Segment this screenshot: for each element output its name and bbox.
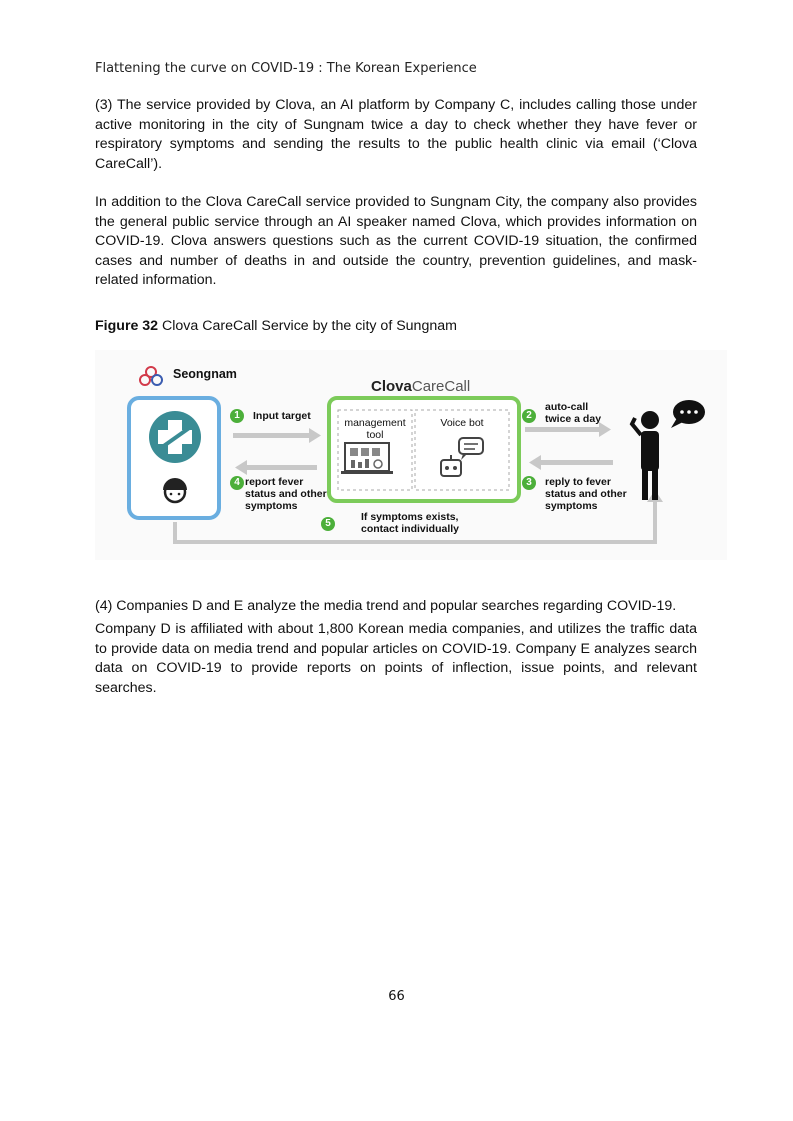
seongnam-label: Seongnam (173, 367, 237, 381)
step3-label (545, 476, 627, 512)
step2-label (545, 401, 601, 425)
management-label-line2: tool (366, 429, 384, 441)
step5-label (361, 511, 459, 535)
step4-line1: report fever (245, 476, 304, 488)
step2-line1: auto-call (545, 401, 589, 413)
step5-line2: contact individually (361, 523, 460, 535)
monitor-icon (341, 443, 393, 474)
management-label-line1: management (344, 417, 406, 429)
figure-caption-label: Figure 32 (95, 318, 159, 334)
public-health-icon (149, 411, 201, 463)
step5-badge: 5 (321, 517, 335, 531)
running-header: Flattening the curve on COVID-19 : The Korean Experience (95, 61, 477, 76)
step2-line2: twice a day (545, 413, 602, 425)
step1-label: Input target (253, 410, 311, 422)
brand-light: CareCall (411, 378, 471, 395)
carecall-diagram (95, 350, 727, 560)
paragraph-clova-public: In addition to the Clova CareCall service provided to Sungnam City, the company also provides the general public service through an AI speaker named Clova, which provides information on COVID-19. Clova answers questions such as the current COVID-19 situation, the confirmed cases and number of deaths in and outside the country, prevention guidelines, and mask-related information. (95, 194, 697, 288)
step1-badge: 1 (230, 409, 244, 423)
clova-carecall-logo (371, 378, 470, 395)
voice-bot-label: Voice bot (440, 417, 484, 429)
operator-icon (163, 478, 187, 502)
brand-bold: Clova (371, 378, 412, 395)
step3-badge: 3 (522, 476, 536, 490)
step4-badge: 4 (230, 476, 244, 490)
step3-line3: symptoms (545, 500, 598, 512)
step4-line3: symptoms (245, 500, 298, 512)
step2-badge: 2 (522, 409, 536, 423)
management-tool-label (339, 417, 411, 441)
step3-line1: reply to fever (545, 476, 611, 488)
step4-label (245, 476, 327, 512)
figure-caption (95, 318, 457, 334)
paragraph-clova-service: (3) The service provided by Clova, an AI platform by Company C, includes calling those under active monitoring in the city of Sungnam twice a day to check whether they have fever or respiratory symptoms and sending the results to the public health clinic via email (‘Clova CareCall’). (95, 97, 697, 172)
paragraph-companies-de: (4) Companies D and E analyze the media trend and popular searches regarding COVID-19. (95, 598, 677, 614)
step5-line1: If symptoms exists, (361, 511, 459, 523)
figure-caption-text: Clova CareCall Service by the city of Sungnam (158, 318, 457, 334)
step4-line2: status and other (245, 488, 327, 500)
paragraph-company-d-e-details: Company D is affiliated with about 1,800 Korean media companies, and utilizes the traffic data to provide data on media trend and popular articles on COVID-19. Company E analyzes search data on COVID-19 to provide reports on points of inflection, issue points, and relevant searches. (95, 621, 697, 696)
step3-line2: status and other (545, 488, 627, 500)
page-number: 66 (388, 989, 405, 1004)
